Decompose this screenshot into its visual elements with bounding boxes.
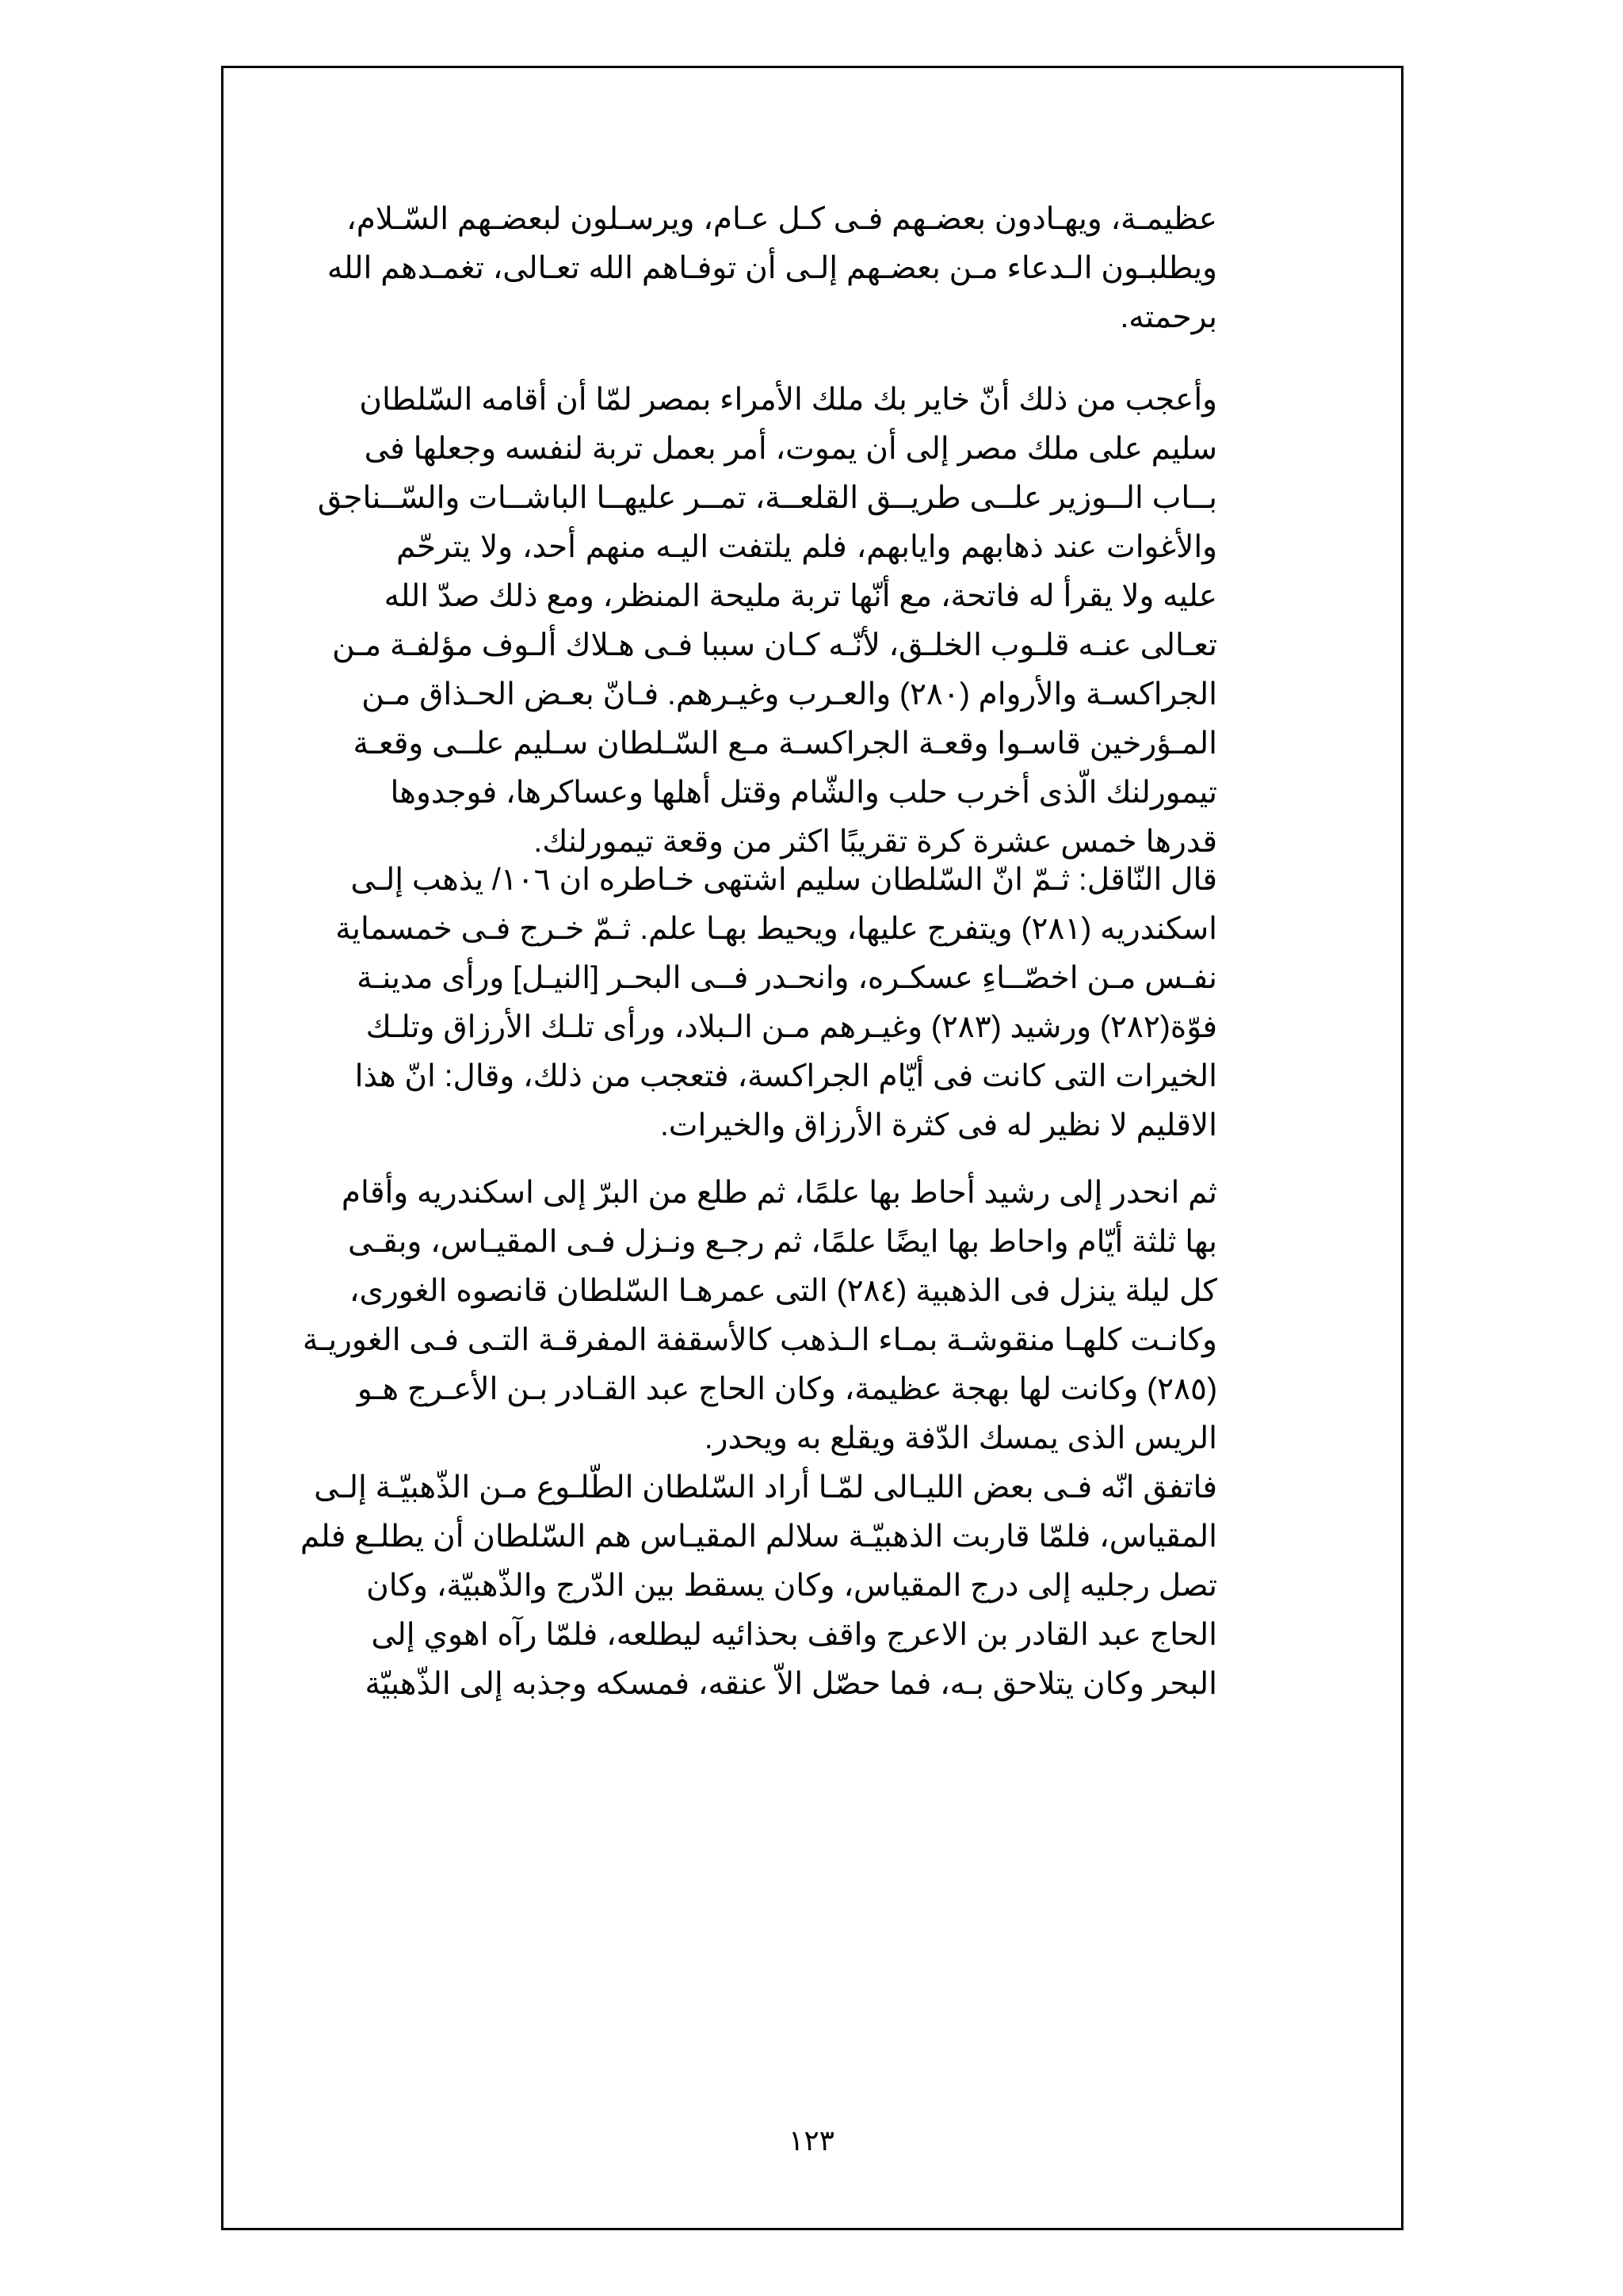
text-line: فوّة(٢٨٢) ورشيد (٢٨٣) وغيـرهم مـن الـبلاد، ورأى تلـك الأرزاق وتلـك [365, 1010, 1217, 1044]
text-line: بها ثلثة أيّام واحاط بها ايضًا علمًا، ثم رجـع ونـزل فـى المقيـاس، وبقـى [347, 1225, 1217, 1259]
body-text [317, 376, 1217, 867]
page-number: ١٢٣ [788, 2124, 834, 2157]
text-line: برحمته. [1120, 300, 1217, 334]
text-line: تيمورلنك الّذى أخرب حلب والشّام وقتل أهلها وعساكرها، فوجدوها [390, 776, 1217, 810]
text-line: وأعجب من ذلك أنّ خاير بك ملك الأمراء بمصر لمّا أن أقامه السّلطان [359, 383, 1217, 417]
body-text [335, 856, 1217, 1150]
body-text [300, 1169, 1217, 1709]
text-line: الخيرات التى كانت فى أيّام الجراكسة، فتعجب من ذلك، وقال: انّ هذا [354, 1059, 1217, 1093]
paragraph-2 [317, 376, 1217, 867]
text-line: الريس الذى يمسك الدّفة ويقلع به ويحدر. [704, 1421, 1217, 1455]
text-line: تعـالى عنـه قلـوب الخلـق، لأنّـه كـان سببا فـى هـلاك ألـوف مؤلفـة مـن [332, 628, 1217, 662]
paragraph-3 [335, 856, 1217, 1150]
text-line: المقياس، فلمّا قاربت الذهبيّـة سلالم المقيـاس هم السّلطان أن يطلـع فلم [300, 1520, 1217, 1554]
paragraph-1 [327, 195, 1217, 342]
text-line: الجراكسـة والأروام (٢٨٠) والعـرب وغيـرهم. فـانّ بعـض الحـذاق مـن [361, 677, 1217, 711]
text-line: عليه ولا يقرأ له فاتحة، مع أنّها تربة مليحة المنظر، ومع ذلك صدّ الله [384, 579, 1217, 613]
text-line: الاقليم لا نظير له فى كثرة الأرزاق والخيرات. [659, 1108, 1217, 1142]
text-line: الحاج عبد القادر بن الاعرج واقف بحذائيه ليطلعه، فلمّا رآه اهوي إلى [371, 1618, 1217, 1652]
text-line: بــاب الــوزير علــى طريــق القلعــة، تمــر عليهــا الباشــات والسّــناجق [317, 481, 1217, 515]
paragraph-4 [302, 1169, 1217, 1463]
text-line: اسكندريه (٢٨١) ويتفرج عليها، ويحيط بهـا علم. ثـمّ خـرج فـى خمسماية [335, 912, 1217, 946]
text-line: (٢٨٥) وكانت لها بهجة عظيمة، وكان الحاج عبد القـادر بـن الأعـرج هـو [357, 1372, 1217, 1406]
text-line: المـؤرخين قاسـوا وقعـة الجراكسـة مـع السّـلطان سـليم علــى وقعـة [353, 727, 1217, 761]
text-line: وكانـت كلهـا منقوشـة بمـاء الـذهب كالأسقفة المفرقـة التـى فـى الغوريـة [302, 1323, 1217, 1357]
text-line: ويطلبـون الـدعاء مـن بعضـهم إلـى أن توفـاهم الله تعـالى، تغمـدهم الله [327, 251, 1217, 285]
text-line: قال النّاقل: ثـمّ انّ السّلطان سليم اشتهى خـاطره ان ١٠٦/ يذهب إلـى [350, 863, 1217, 897]
body-text [327, 195, 1217, 342]
text-line: نفـس مـن اخصّــاءِ عسكـره، وانحـدر فــى البحـر [النيـل] ورأى مدينـة [357, 961, 1217, 995]
text-line: البحر وكان يتلاحق بـه، فما حصّل الاّ عنقه، فمسكه وجذبه إلى الذّهبيّة [365, 1667, 1217, 1701]
text-line: قدرها خمس عشرة كرة تقريبًا اكثر من وقعة تيمورلنك. [533, 825, 1217, 859]
text-line: ثم انحدر إلى رشيد أحاط بها علمًا، ثم طلع من البرّ إلى اسكندريه وأقام [341, 1176, 1217, 1210]
text-line: سليم على ملك مصر إلى أن يموت، أمر بعمل تربة لنفسه وجعلها فى [364, 432, 1217, 466]
text-line: فاتفق انّه فـى بعض الليـالى لمّـا أراد السّلطان الطّلـوع مـن الذّهبيّـة إلـى [314, 1470, 1217, 1505]
text-line: تصل رجليه إلى درج المقياس، وكان يسقط بين الدّرج والذّهبيّة، وكان [366, 1569, 1217, 1603]
text-line: كل ليلة ينزل فى الذهبية (٢٨٤) التى عمرهـا السّلطان قانصوه الغورى، [349, 1274, 1217, 1308]
paragraph-5 [300, 1463, 1217, 1709]
text-line: عظيمـة، ويهـادون بعضـهم فـى كـل عـام، ويرسـلون لبعضـهم السّـلام، [346, 202, 1217, 236]
text-line: والأغوات عند ذهابهم وايابهم، فلم يلتفت اليـه منهم أحد، ولا يترحّم [396, 530, 1217, 564]
